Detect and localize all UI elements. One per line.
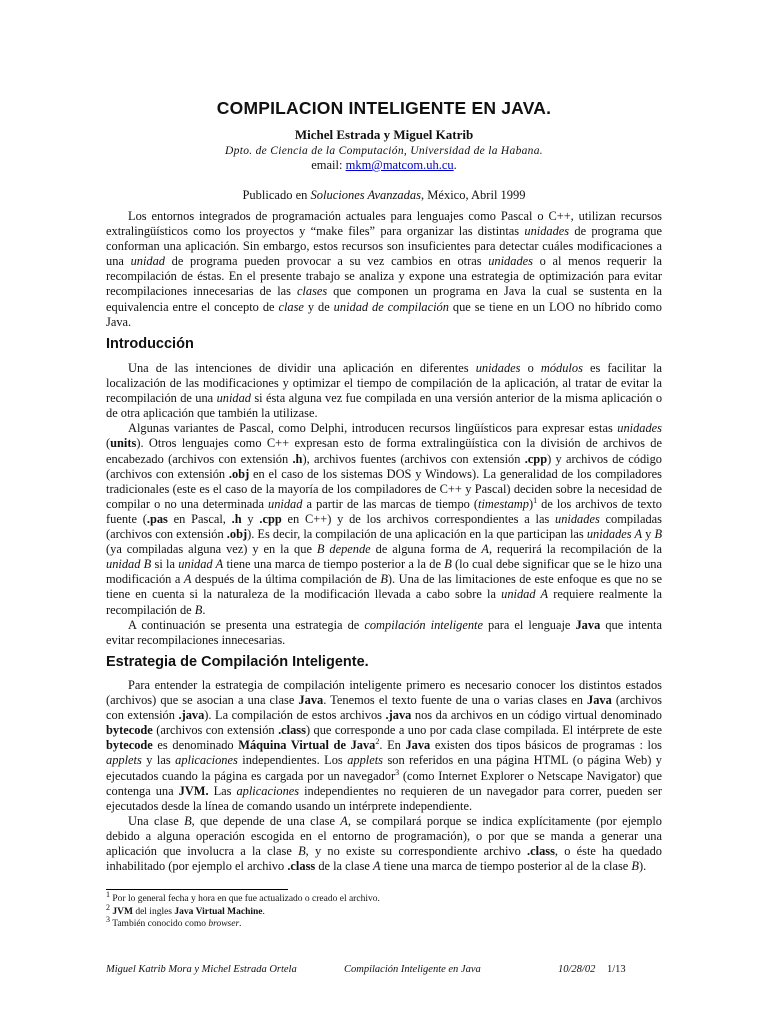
footer-title: Compilación Inteligente en Java — [344, 964, 481, 975]
footnote-ref-1: 1 — [533, 495, 538, 505]
published-prefix: Publicado en — [242, 188, 311, 202]
paper-title: COMPILACION INTELIGENTE EN JAVA. — [216, 98, 552, 118]
intro-block — [106, 361, 662, 648]
abstract-block — [106, 209, 662, 330]
footnote-ref-3: 3 — [395, 767, 400, 777]
footnote-ref-2: 2 — [375, 737, 380, 747]
paper-authors: Michel Estrada y Miguel Katrib — [294, 127, 474, 142]
published-venue: Soluciones Avanzadas — [310, 188, 422, 202]
publication-note — [0, 188, 768, 203]
strategy-block — [106, 678, 662, 874]
footnote-3: $^3$ También conocido como browser. — [106, 914, 242, 929]
section-heading-estrategia: Estrategia de Compilación Inteligente. — [106, 654, 369, 670]
footnotes — [106, 889, 662, 931]
section-heading-introduccion: Introducción — [106, 336, 194, 352]
email-link[interactable]: mkm@matcom.uh.cu — [345, 158, 454, 172]
intro-paragraph-1: Una de las intenciones de dividir una aplicación en diferentes unidades o módulos es facilitar la localización de las modificaciones y optimizar el tiempo de compilación de la aplicación, al tratar de evitar la recompilación de una unidad si ésta alguna vez fue compilada en una versión anterior de la misma aplicación o de otra aplicación que también la utilizase. — [106, 361, 663, 421]
published-suffix: , México, Abril 1999 — [421, 188, 526, 202]
abstract-paragraph: Los entornos integrados de programación actuales para lenguajes como Pascal o C++, utilizan recursos extralingüísticos como los proyectos y “make files” para organizar las distintas unidades de programa que conforman una aplicación. Sin embargo, estos recursos son insuficientes para detectar cuáles modificaciones a una unidad de programa pueden provocar a su vez cambios en otras unidades o al menos requerir la recompilación de éstas. En el presente trabajo se analiza y expone una estrategia de optimización para evitar recompilaciones innecesarias de las clases que componen un programa en Java la cual se sustenta en la equivalencia entre el concepto de clase y de unidad de compilación que se tiene en un LOO no híbrido como Java. — [106, 209, 663, 329]
author-email-line: email: mkm@matcom.uh.cu. — [311, 158, 457, 172]
footer-page-number: 1/13 — [607, 964, 626, 975]
footer-date: 10/28/02 — [558, 964, 596, 975]
author-affiliation: Dpto. de Ciencia de la Computación, Universidad de la Habana. — [225, 145, 543, 157]
intro-paragraph-2: Algunas variantes de Pascal, como Delphi, introducen recursos lingüísticos para expresar estas unidades (units). Otros lenguajes como C++ expresan esto de forma extralingüística con la división de archivos de encabezado (archivos con extensión .h), archivos fuentes (archivos con extensión .cpp) y archivos de código (archivos con extensión .obj en el caso de los sistemas DOS y Windows). La generalidad de los compiladores tradicionales (este es el caso de la mayoría de los compiladores de C++ y Pascal) deciden sobre la necesidad de compilar o no una determinada unidad a partir de las marcas de tiempo (timestamp)$^1$ de los archivos de texto fuente (.pas en Pascal, .h y .cpp en C++) y de los archivos correspondientes a las unidades compiladas (archivos con extensión .obj). Es decir, la compilación de una aplicación en la que participan las unidades A y B (ya compiladas alguna vez) y en la que B depende de alguna forma de A, requerirá la recompilación de la unidad B si la unidad A tiene una marca de tiempo posterior a la de B (lo cual debe significar que se le hizo una modificación a A después de la última compilación de B). Una de las limitaciones de este enfoque es que no se tiene en cuenta si la naturaleza de la modificación llevada a cabo sobre la unidad A requiere realmente la recompilación de B. — [106, 421, 663, 617]
footnote-separator — [106, 889, 288, 890]
intro-paragraph-3: A continuación se presenta una estrategia de compilación inteligente para el lenguaje Java que intenta evitar recompilaciones innecesarias. — [106, 617, 662, 647]
strategy-paragraph-2: Una clase B, que depende de una clase A, se compilará porque se indica explícitamente (por ejemplo debido a alguna operación escogida en el entorno de programación), o por que se manda a generar una aplicación que involucra a la clase B, y no existe su correspondiente archivo .class, o éste ha quedado inhabilitado (por ejemplo el archivo .class de la clase A tiene una marca de tiempo posterior al de la clase B). — [106, 813, 663, 874]
footnote-1: $^1$ Por lo general fecha y hora en que fue actualizado o creado el archivo. — [106, 889, 380, 904]
email-label: email: — [311, 158, 346, 172]
footnote-2: $^2$ JVM del ingles Java Virtual Machine. — [106, 902, 265, 917]
strategy-paragraph-1: Para entender la estrategia de compilación inteligente primero es necesario conocer los distintos estados (archivos) que se asocian a una clase Java. Tenemos el texto fuente de una o varias clases en Java (archivos con extensión .java). La compilación de estos archivos .java nos da archivos en un código virtual denominado bytecode (archivos con extensión .class) que corresponde a uno por cada clase compilada. El intérprete de este bytecode es denominado Máquina Virtual de Java$^2$. En Java existen dos tipos básicos de programas : los applets y las aplicaciones independientes. Los applets son referidos en una página HTML (o página Web) y ejecutados cuando la página es cargada por un navegador$^3$ (como Internet Explorer o Netscape Navigator) que contenga una JVM. Las aplicaciones independientes no requieren de un navegador para correr, pueden ser ejecutados desde la línea de comando usando un intérprete independiente. — [106, 678, 662, 813]
footer-authors: Miguel Katrib Mora y Michel Estrada Ortela — [106, 964, 297, 975]
